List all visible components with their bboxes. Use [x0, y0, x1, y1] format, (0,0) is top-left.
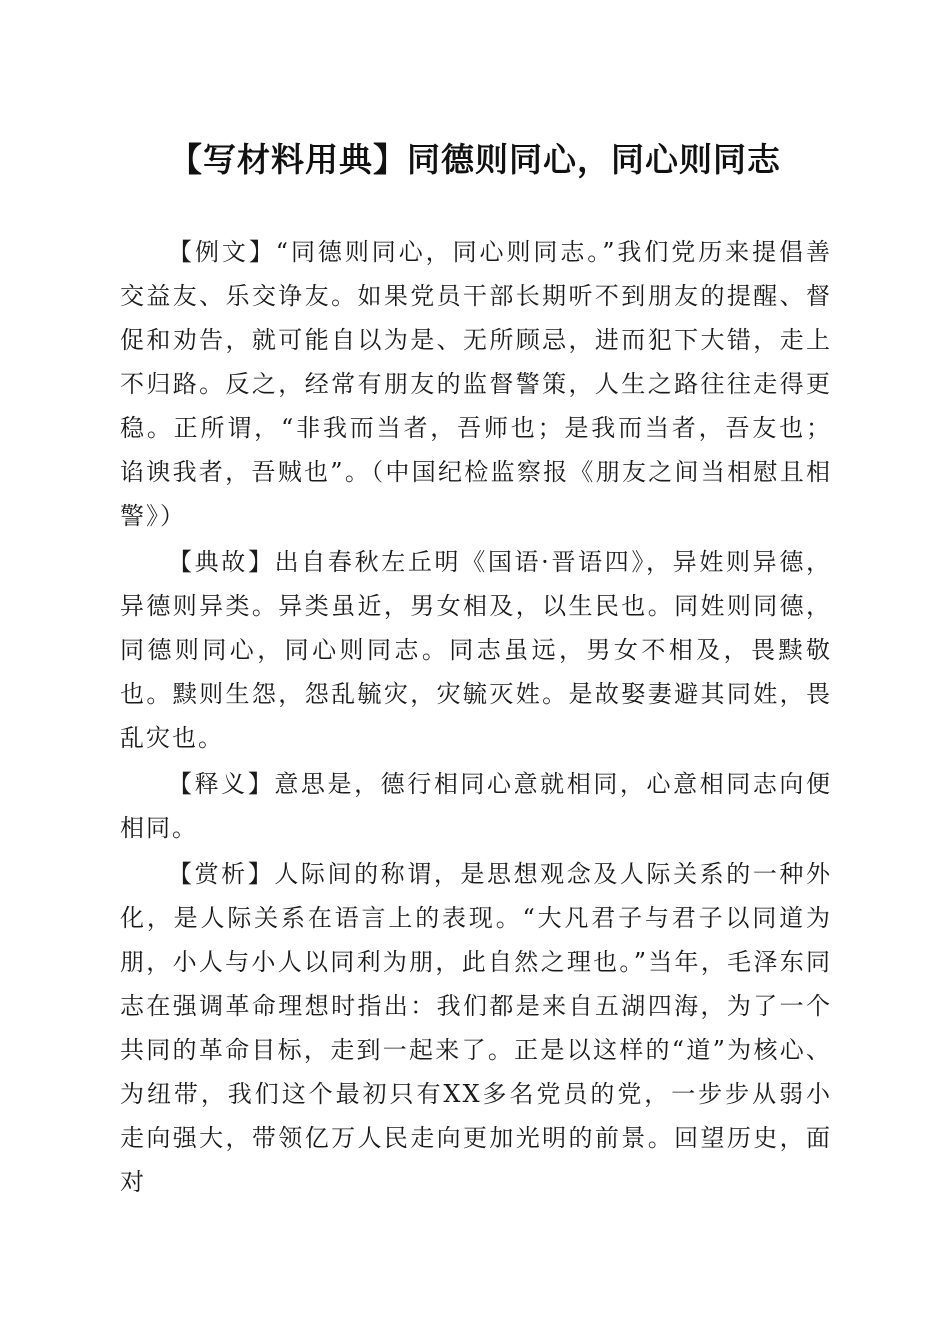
paragraph-allusion: 【典故】出自春秋左丘明《国语·晋语四》，异姓则异德，异德则异类。异类虽近，男女相及，以生民也。同姓则同德，同德则同心，同心则同志。同志虽远，男女不相及，畏黩敬也。黩则生怨，怨乱毓灾，灾毓灭姓。是故娶妻避其同姓，畏乱灾也。	[120, 548, 832, 752]
paragraph-example: 【例文】“同德则同心，同心则同志。”我们党历来提倡善交益友、乐交诤友。如果党员干部长期听不到朋友的提醒、督促和劝告，就可能自以为是、无所顾忌，进而犯下大错，走上不归路。反之，经常有朋友的监督警策，人生之路往往走得更稳。正所谓，“非我而当者，吾师也；是我而当者，吾友也；谄谀我者，吾贼也”。（中国纪检监察报《朋友之间当相慰且相警》）	[120, 238, 832, 530]
document-body	[120, 230, 832, 1206]
paragraph-meaning: 【释义】意思是，德行相同心意就相同，心意相同志向便相同。	[120, 770, 832, 842]
document-title: 【写材料用典】同德则同心，同心则同志	[169, 140, 781, 179]
paragraph-appreciation: 【赏析】人际间的称谓，是思想观念及人际关系的一种外化，是人际关系在语言上的表现。“大凡君子与君子以同道为朋，小人与小人以同利为朋，此自然之理也。”当年，毛泽东同志在强调革命理想时指出：我们都是来自五湖四海，为了一个共同的革命目标，走到一起来了。正是以这样的“道”为核心、为纽带，我们这个最初只有XX多名党员的党，一步步从弱小走向强大，带领亿万人民走向更加光明的前景。回望历史，面对	[120, 860, 832, 1196]
